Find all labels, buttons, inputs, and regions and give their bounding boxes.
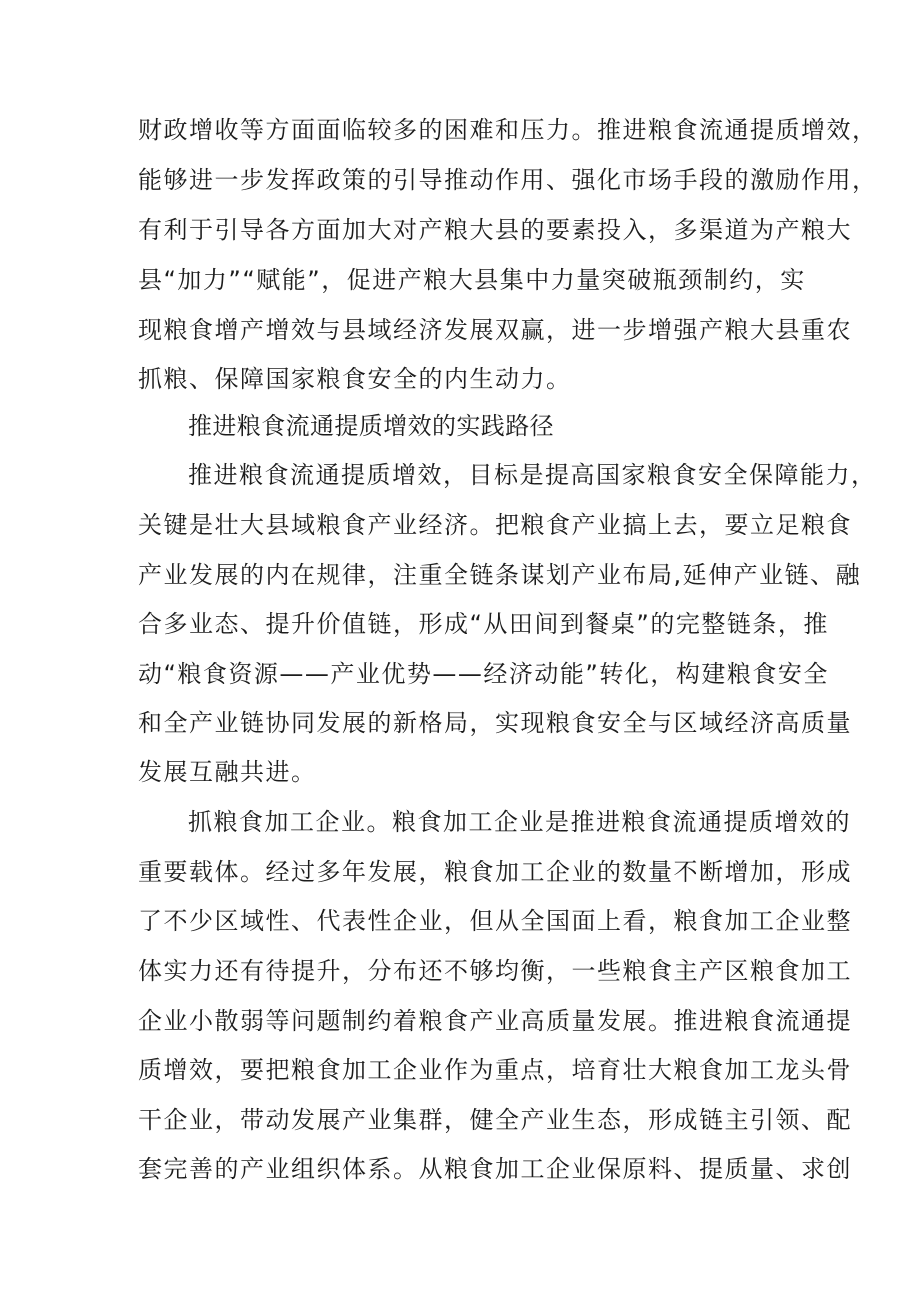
paragraph-line: 动“粮食资源——产业优势——经济动能”转化，构建粮食安全 [138,660,829,688]
paragraph-line: 有利于引导各方面加大对产粮大县的要素投入，多渠道为产粮大 [138,216,852,244]
paragraph-line: 质增效，要把粮食加工企业作为重点，培育壮大粮食加工龙头骨 [138,1056,852,1084]
paragraph-line: 推进粮食流通提质增效，目标是提高国家粮食安全保障能力， [188,461,877,489]
paragraph-line: 财政增收等方面面临较多的困难和压力。推进粮食流通提质增效， [138,116,878,144]
section-heading: 推进粮食流通提质增效的实践路径 [188,412,554,440]
paragraph-line: 能够进一步发挥政策的引导推动作用、强化市场手段的激励作用， [138,166,878,194]
paragraph-line: 抓粮食加工企业。粮食加工企业是推进粮食流通提质增效的 [188,808,851,836]
paragraph-line: 关键是壮大县域粮食产业经济。把粮食产业搞上去，要立足粮食 [138,511,852,539]
paragraph-line: 企业小散弱等问题制约着粮食产业高质量发展。推进粮食流通提 [138,1007,852,1035]
paragraph-line: 套完善的产业组织体系。从粮食加工企业保原料、提质量、求创 [138,1155,852,1183]
paragraph-line: 了不少区域性、代表性企业，但从全国面上看，粮食加工企业整 [138,907,852,935]
paragraph-line: 县“加力”“赋能”，促进产粮大县集中力量突破瓶颈制约，实 [138,266,806,294]
paragraph-line: 重要载体。经过多年发展，粮食加工企业的数量不断增加，形成 [138,858,852,886]
paragraph-line: 和全产业链协同发展的新格局，实现粮食安全与区域经济高质量 [138,709,852,737]
paragraph-line: 现粮食增产增效与县域经济发展双赢，进一步增强产粮大县重农 [138,316,852,344]
paragraph-line: 抓粮、保障国家粮食安全的内生动力。 [138,365,572,393]
paragraph-line: 干企业，带动发展产业集群，健全产业生态，形成链主引领、配 [138,1106,852,1134]
paragraph-line: 体实力还有待提升，分布还不够均衡，一些粮食主产区粮食加工 [138,957,852,985]
paragraph-line: 发展互融共进。 [138,758,317,786]
paragraph-line: 产业发展的内在规律，注重全链条谋划产业布局,延伸产业链、融 [138,561,862,589]
paragraph-line: 合多业态、提升价值链，形成“从田间到餐桌”的完整链条，推 [138,610,829,638]
